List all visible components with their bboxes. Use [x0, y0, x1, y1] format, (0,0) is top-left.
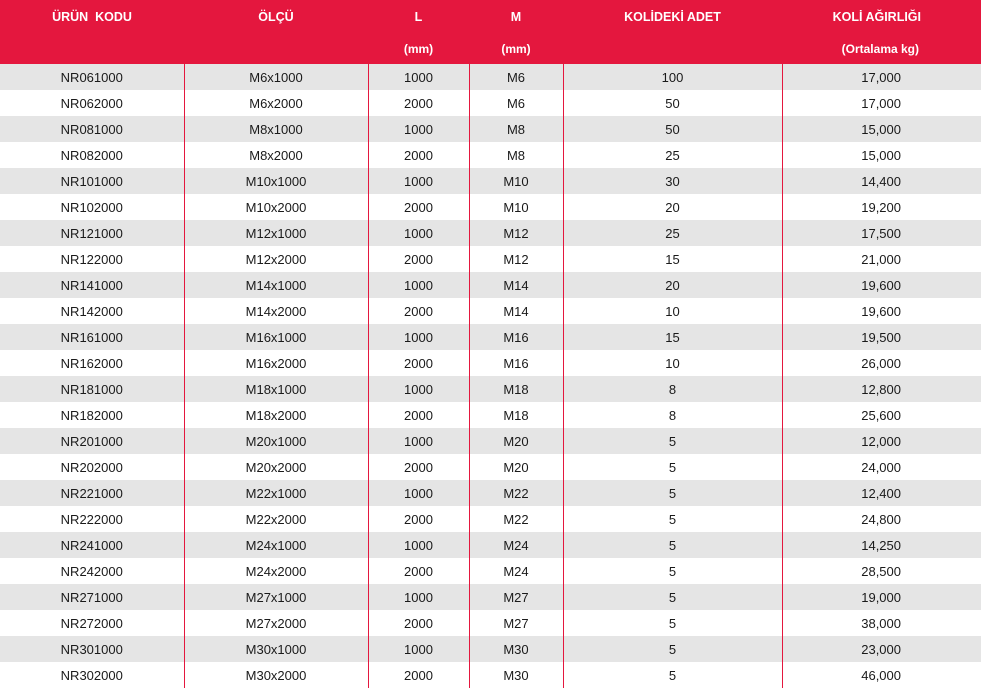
- cell-weight: 25,600: [782, 402, 981, 428]
- cell-code: NR202000: [0, 454, 184, 480]
- cell-size: M6x2000: [184, 90, 368, 116]
- cell-qty: 15: [563, 324, 782, 350]
- cell-size: M27x1000: [184, 584, 368, 610]
- table-row: [0, 142, 981, 168]
- cell-qty: 5: [563, 454, 782, 480]
- table-header: [0, 0, 981, 64]
- cell-length: 2000: [368, 350, 469, 376]
- table-row: [0, 480, 981, 506]
- cell-code: NR271000: [0, 584, 184, 610]
- cell-code: NR272000: [0, 610, 184, 636]
- table-row: [0, 428, 981, 454]
- cell-thread: M14: [469, 272, 563, 298]
- cell-thread: M27: [469, 610, 563, 636]
- header-length-unit: (mm): [368, 34, 469, 64]
- cell-size: M30x2000: [184, 662, 368, 688]
- table-row: [0, 350, 981, 376]
- cell-weight: 23,000: [782, 636, 981, 662]
- table-row: [0, 402, 981, 428]
- cell-qty: 5: [563, 636, 782, 662]
- cell-thread: M22: [469, 480, 563, 506]
- cell-thread: M30: [469, 662, 563, 688]
- cell-length: 1000: [368, 428, 469, 454]
- cell-size: M24x2000: [184, 558, 368, 584]
- table-row: [0, 90, 981, 116]
- cell-size: M8x1000: [184, 116, 368, 142]
- cell-length: 2000: [368, 610, 469, 636]
- table-row: [0, 168, 981, 194]
- cell-size: M20x1000: [184, 428, 368, 454]
- table-row: [0, 376, 981, 402]
- cell-length: 2000: [368, 454, 469, 480]
- table-row: [0, 558, 981, 584]
- cell-size: M18x2000: [184, 402, 368, 428]
- header-code: ÜRÜN KODU: [0, 0, 184, 34]
- cell-code: NR161000: [0, 324, 184, 350]
- cell-weight: 12,400: [782, 480, 981, 506]
- cell-weight: 15,000: [782, 116, 981, 142]
- cell-qty: 10: [563, 298, 782, 324]
- cell-weight: 21,000: [782, 246, 981, 272]
- cell-code: NR141000: [0, 272, 184, 298]
- header-size: ÖLÇÜ: [184, 0, 368, 34]
- cell-qty: 30: [563, 168, 782, 194]
- cell-length: 2000: [368, 246, 469, 272]
- cell-length: 2000: [368, 194, 469, 220]
- cell-length: 1000: [368, 532, 469, 558]
- cell-size: M14x2000: [184, 298, 368, 324]
- cell-length: 2000: [368, 298, 469, 324]
- cell-size: M6x1000: [184, 64, 368, 90]
- cell-code: NR162000: [0, 350, 184, 376]
- cell-code: NR302000: [0, 662, 184, 688]
- cell-weight: 24,800: [782, 506, 981, 532]
- cell-weight: 19,600: [782, 272, 981, 298]
- cell-size: M27x2000: [184, 610, 368, 636]
- cell-qty: 25: [563, 142, 782, 168]
- table-row: [0, 584, 981, 610]
- table-row: [0, 506, 981, 532]
- cell-code: NR201000: [0, 428, 184, 454]
- cell-weight: 12,000: [782, 428, 981, 454]
- cell-qty: 20: [563, 272, 782, 298]
- header-row-main: [0, 0, 981, 34]
- cell-size: M12x2000: [184, 246, 368, 272]
- cell-thread: M10: [469, 194, 563, 220]
- cell-thread: M20: [469, 454, 563, 480]
- cell-code: NR142000: [0, 298, 184, 324]
- cell-length: 1000: [368, 272, 469, 298]
- cell-size: M22x1000: [184, 480, 368, 506]
- cell-qty: 8: [563, 376, 782, 402]
- cell-code: NR181000: [0, 376, 184, 402]
- cell-thread: M8: [469, 142, 563, 168]
- cell-size: M14x1000: [184, 272, 368, 298]
- cell-qty: 25: [563, 220, 782, 246]
- cell-thread: M18: [469, 402, 563, 428]
- cell-qty: 50: [563, 90, 782, 116]
- cell-weight: 28,500: [782, 558, 981, 584]
- cell-thread: M24: [469, 558, 563, 584]
- cell-code: NR222000: [0, 506, 184, 532]
- cell-qty: 5: [563, 610, 782, 636]
- cell-weight: 24,000: [782, 454, 981, 480]
- cell-code: NR242000: [0, 558, 184, 584]
- cell-length: 2000: [368, 142, 469, 168]
- cell-weight: 19,000: [782, 584, 981, 610]
- cell-code: NR102000: [0, 194, 184, 220]
- table-row: [0, 272, 981, 298]
- cell-code: NR082000: [0, 142, 184, 168]
- cell-length: 1000: [368, 324, 469, 350]
- cell-qty: 5: [563, 558, 782, 584]
- cell-length: 1000: [368, 116, 469, 142]
- cell-weight: 46,000: [782, 662, 981, 688]
- cell-code: NR101000: [0, 168, 184, 194]
- cell-length: 2000: [368, 90, 469, 116]
- cell-thread: M12: [469, 220, 563, 246]
- cell-thread: M16: [469, 350, 563, 376]
- cell-qty: 5: [563, 506, 782, 532]
- cell-thread: M6: [469, 64, 563, 90]
- cell-thread: M30: [469, 636, 563, 662]
- header-box-qty-unit: [563, 34, 782, 64]
- header-code-unit: [0, 34, 184, 64]
- table-row: [0, 324, 981, 350]
- cell-thread: M14: [469, 298, 563, 324]
- cell-size: M22x2000: [184, 506, 368, 532]
- cell-qty: 5: [563, 480, 782, 506]
- cell-code: NR241000: [0, 532, 184, 558]
- cell-qty: 50: [563, 116, 782, 142]
- cell-qty: 5: [563, 428, 782, 454]
- table-row: [0, 246, 981, 272]
- header-box-weight-unit: (Ortalama kg): [782, 34, 981, 64]
- cell-length: 2000: [368, 558, 469, 584]
- cell-code: NR182000: [0, 402, 184, 428]
- cell-weight: 15,000: [782, 142, 981, 168]
- table-row: [0, 636, 981, 662]
- cell-qty: 100: [563, 64, 782, 90]
- cell-size: M20x2000: [184, 454, 368, 480]
- cell-thread: M22: [469, 506, 563, 532]
- table-row: [0, 454, 981, 480]
- cell-code: NR121000: [0, 220, 184, 246]
- cell-length: 1000: [368, 64, 469, 90]
- cell-thread: M27: [469, 584, 563, 610]
- header-size-unit: [184, 34, 368, 64]
- cell-length: 1000: [368, 584, 469, 610]
- table-row: [0, 194, 981, 220]
- header-length: L: [368, 0, 469, 34]
- cell-weight: 19,200: [782, 194, 981, 220]
- cell-qty: 10: [563, 350, 782, 376]
- cell-qty: 15: [563, 246, 782, 272]
- header-box-qty: KOLİDEKİ ADET: [563, 0, 782, 34]
- cell-thread: M18: [469, 376, 563, 402]
- cell-thread: M20: [469, 428, 563, 454]
- cell-qty: 5: [563, 532, 782, 558]
- cell-weight: 17,000: [782, 90, 981, 116]
- cell-weight: 14,250: [782, 532, 981, 558]
- cell-length: 1000: [368, 480, 469, 506]
- cell-qty: 5: [563, 584, 782, 610]
- cell-weight: 17,000: [782, 64, 981, 90]
- cell-code: NR301000: [0, 636, 184, 662]
- cell-code: NR062000: [0, 90, 184, 116]
- cell-thread: M24: [469, 532, 563, 558]
- table-row: [0, 532, 981, 558]
- cell-size: M24x1000: [184, 532, 368, 558]
- cell-length: 1000: [368, 376, 469, 402]
- cell-length: 1000: [368, 636, 469, 662]
- cell-qty: 5: [563, 662, 782, 688]
- cell-length: 1000: [368, 168, 469, 194]
- table-row: [0, 64, 981, 90]
- cell-qty: 20: [563, 194, 782, 220]
- cell-size: M10x1000: [184, 168, 368, 194]
- table-row: [0, 220, 981, 246]
- cell-code: NR081000: [0, 116, 184, 142]
- cell-length: 2000: [368, 402, 469, 428]
- cell-size: M12x1000: [184, 220, 368, 246]
- table-row: [0, 662, 981, 688]
- cell-thread: M8: [469, 116, 563, 142]
- cell-weight: 38,000: [782, 610, 981, 636]
- cell-thread: M16: [469, 324, 563, 350]
- cell-size: M30x1000: [184, 636, 368, 662]
- table-row: [0, 610, 981, 636]
- cell-size: M18x1000: [184, 376, 368, 402]
- cell-thread: M6: [469, 90, 563, 116]
- table-row: [0, 116, 981, 142]
- table-body: [0, 64, 981, 688]
- header-box-weight: KOLİ AĞIRLIĞI: [782, 0, 981, 34]
- cell-weight: 14,400: [782, 168, 981, 194]
- table-row: [0, 298, 981, 324]
- cell-size: M10x2000: [184, 194, 368, 220]
- cell-weight: 19,600: [782, 298, 981, 324]
- cell-thread: M12: [469, 246, 563, 272]
- cell-code: NR122000: [0, 246, 184, 272]
- cell-length: 1000: [368, 220, 469, 246]
- cell-weight: 12,800: [782, 376, 981, 402]
- cell-thread: M10: [469, 168, 563, 194]
- cell-qty: 8: [563, 402, 782, 428]
- header-thread-unit: (mm): [469, 34, 563, 64]
- cell-size: M16x2000: [184, 350, 368, 376]
- cell-length: 2000: [368, 662, 469, 688]
- cell-weight: 19,500: [782, 324, 981, 350]
- cell-length: 2000: [368, 506, 469, 532]
- cell-weight: 26,000: [782, 350, 981, 376]
- cell-code: NR061000: [0, 64, 184, 90]
- header-row-units: [0, 34, 981, 64]
- cell-size: M8x2000: [184, 142, 368, 168]
- header-thread: M: [469, 0, 563, 34]
- cell-code: NR221000: [0, 480, 184, 506]
- cell-size: M16x1000: [184, 324, 368, 350]
- cell-weight: 17,500: [782, 220, 981, 246]
